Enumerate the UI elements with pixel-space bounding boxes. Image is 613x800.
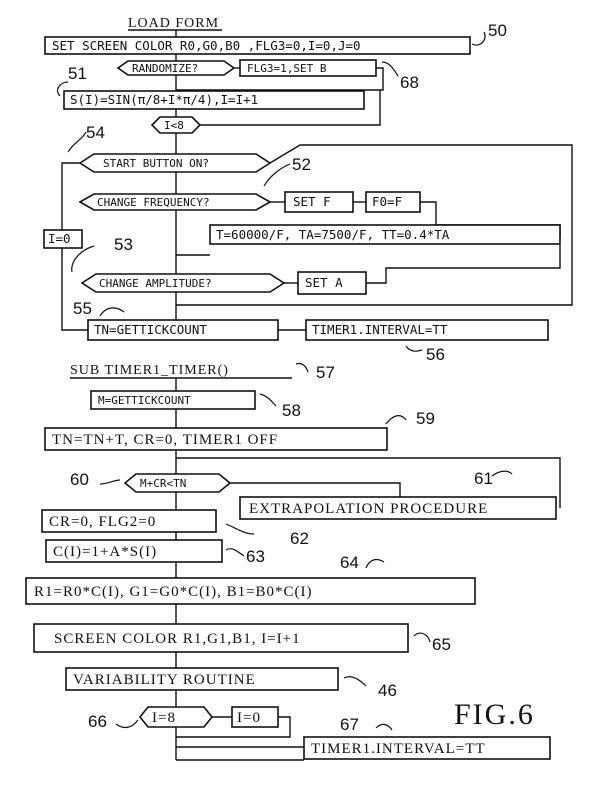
ref-53: 53 [114,235,133,254]
set-a-box [298,272,366,294]
ref-68: 68 [400,73,419,92]
ref-59: 59 [416,409,435,428]
ref-51: 51 [68,64,87,83]
loop-check-text: I<8 [164,119,184,132]
ref-55: 55 [73,299,92,318]
load-form-title: LOAD FORM [128,16,220,31]
ref-63: 63 [246,547,265,566]
heading-timer-sub [70,363,292,378]
f0-box [366,192,420,212]
ref-65: 65 [432,635,451,654]
ref-62: 62 [290,529,309,548]
change-frequency-decision [80,194,270,210]
sine-box [64,91,364,109]
timer-interval-text-top: TIMER1.INTERVAL=TT [312,322,448,337]
heading-load-form [128,16,222,31]
timer-interval-box-bottom [304,737,550,759]
ref-52: 52 [292,155,311,174]
flg3-text: FLG3=1,SET B [247,62,327,75]
ref-61: 61 [474,469,493,488]
change-amplitude-decision [82,274,284,292]
i-reset-text: I=0 [48,231,71,246]
rgb-text: R1=R0*C(I), G1=G0*C(I), B1=B0*C(I) [34,584,313,600]
ref-58: 58 [282,401,301,420]
screen-color-box [34,624,408,652]
variability-text: VARIABILITY ROUTINE [73,672,256,688]
tn-box [88,320,278,340]
cr-reset-box [42,510,216,532]
set-f-box [285,192,353,212]
compare-decision [125,474,230,492]
sine-text: S(I)=SIN(π/8+I*π/4),I=I+1 [70,92,259,107]
cr-reset-text: CR=0, FLG2=0 [49,514,157,530]
ref-64: 64 [340,553,359,572]
compare-text: M+CR<TN [140,477,187,490]
flg3-box [240,60,376,76]
variability-box [66,668,338,690]
ref-50: 50 [488,21,507,40]
set-screen-color-box [45,37,470,54]
ref-60: 60 [70,470,89,489]
timing-text: T=60000/F, TA=7500/F, TT=0.4*TA [216,227,450,242]
m-text: M=GETTICKCOUNT [98,394,191,407]
ref-46: 46 [378,681,397,700]
rgb-box [26,578,475,604]
change-frequency-text: CHANGE FREQUENCY? [97,196,210,209]
f0-text: F0=F [372,194,403,209]
loop-check-decision [152,117,200,133]
ref-57: 57 [316,363,335,382]
ref-67: 67 [340,715,359,734]
set-a-text: SET A [305,275,343,290]
timer-interval-text-bottom: TIMER1.INTERVAL=TT [311,741,486,757]
ref-66: 66 [88,712,107,731]
tn-update-box [45,428,387,450]
m-box [91,391,255,409]
i-zero-box [232,707,278,727]
timer-sub-title: SUB TIMER1_TIMER() [70,363,229,378]
i-eq-8-decision [140,707,212,727]
timing-box [210,225,560,244]
figure-label: FIG.6 [454,698,535,731]
extrapolation-text: EXTRAPOLATION PROCEDURE [249,501,489,517]
timer-interval-box-top [306,320,548,340]
tn-update-text: TN=TN+T, CR=0, TIMER1 OFF [52,432,279,448]
change-amplitude-text: CHANGE AMPLITUDE? [99,277,212,290]
set-screen-color-text: SET SCREEN COLOR R0,G0,B0 ,FLG3=0,I=0,J=0 [52,38,361,53]
extrapolation-box [240,497,556,519]
tn-text: TN=GETTICKCOUNT [94,322,207,337]
start-button-decision [80,154,270,172]
randomize-text: RANDOMIZE? [132,62,199,75]
start-button-text: START BUTTON ON? [103,157,209,170]
randomize-decision [118,61,234,75]
ref-56: 56 [426,345,445,364]
i-eq-8-text: I=8 [152,710,176,726]
screen-color-text: SCREEN COLOR R1,G1,B1, I=I+1 [54,631,301,647]
i-zero-text: I=0 [237,710,261,726]
ref-54: 54 [86,123,105,142]
ci-text: C(I)=1+A*S(I) [53,544,158,560]
set-f-text: SET F [293,194,331,209]
i-reset-box [44,230,82,248]
ci-box [46,540,222,562]
